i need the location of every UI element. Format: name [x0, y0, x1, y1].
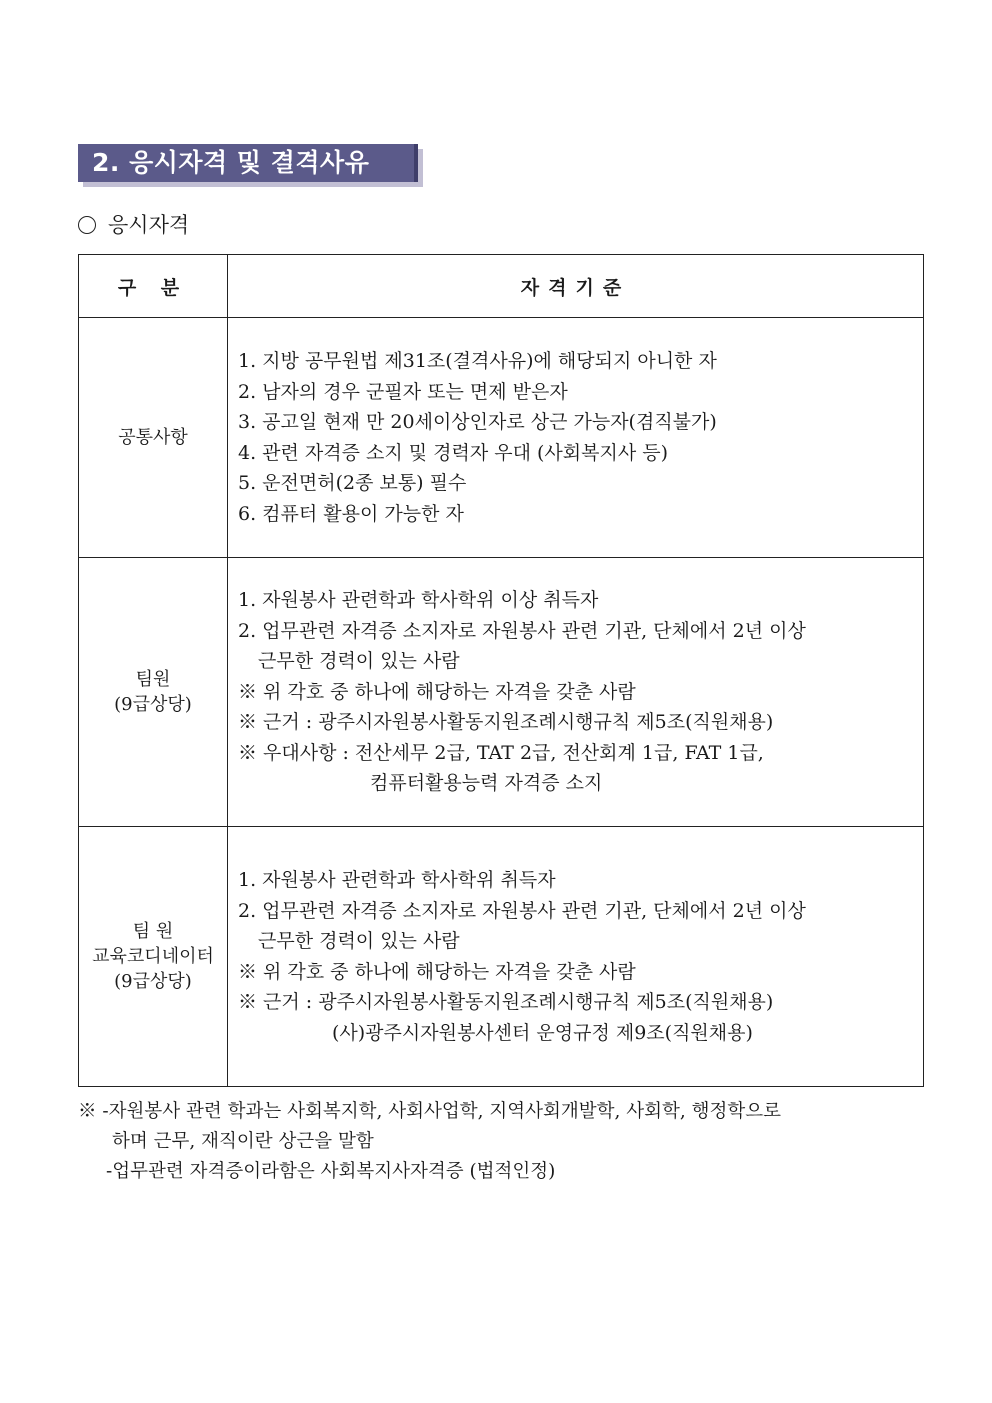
criteria-line: 2. 업무관련 자격증 소지자로 자원봉사 관련 기관, 단체에서 2년 이상 — [238, 619, 806, 642]
category-line: (9급상당) — [114, 971, 192, 992]
footnote-line: -업무관련 자격증이라함은 사회복지사자격증 (법적인정) — [106, 1161, 556, 1182]
row-category — [79, 318, 228, 558]
criteria-line: ※ 우대사항 : 전산세무 2급, TAT 2급, 전산회계 1급, FAT 1급, — [238, 741, 764, 764]
criteria-line: 근무한 경력이 있는 사람 — [258, 650, 460, 673]
row-category — [79, 558, 228, 827]
criteria-line: ※ 근거 : 광주시자원봉사활동지원조례시행규칙 제5조(직원채용) — [238, 991, 774, 1013]
criteria-line: (사)광주시자원봉사센터 운영규정 제9조(직원채용) — [332, 1021, 753, 1044]
category-line: (9급상당) — [114, 694, 192, 715]
criteria-line: ※ 위 각호 중 하나에 해당하는 자격을 갖춘 사람 — [238, 960, 636, 983]
criteria-line: 2. 남자의 경우 군필자 또는 면제 받은자 — [238, 380, 568, 403]
table-row — [79, 558, 924, 827]
criteria-line: 3. 공고일 현재 만 20세이상인자로 상근 가능자(겸직불가) — [238, 411, 717, 433]
sub-heading — [78, 210, 189, 240]
table-row — [79, 318, 924, 558]
criteria-line: 컴퓨터활용능력 자격증 소지 — [370, 772, 603, 795]
criteria-line: 1. 자원봉사 관련학과 학사학위 이상 취득자 — [238, 589, 599, 612]
criteria-line: ※ 근거 : 광주시자원봉사활동지원조례시행규칙 제5조(직원채용) — [238, 711, 774, 734]
category-line: 교육코디네이터 — [92, 946, 214, 967]
footnotes — [78, 1097, 781, 1187]
sub-heading-label: 응시자격 — [108, 213, 190, 237]
criteria-line: 1. 지방 공무원법 제31조(결격사유)에 해당되지 아니한 자 — [238, 350, 717, 372]
footnote-line: 하며 근무, 재직이란 상근을 말함 — [112, 1131, 374, 1152]
category-line: 팀 원 — [132, 921, 174, 942]
row-criteria — [228, 558, 924, 827]
criteria-line: 4. 관련 자격증 소지 및 경력자 우대 (사회복지사 등) — [238, 441, 668, 464]
criteria-line: ※ 위 각호 중 하나에 해당하는 자격을 갖춘 사람 — [238, 680, 636, 703]
criteria-line: 근무한 경력이 있는 사람 — [258, 930, 460, 952]
header-criteria: 자격기준 — [228, 255, 924, 318]
row-criteria — [228, 827, 924, 1087]
row-category — [79, 827, 228, 1087]
criteria-line: 1. 자원봉사 관련학과 학사학위 취득자 — [238, 869, 556, 891]
category-line: 공통사항 — [118, 427, 188, 448]
circle-bullet-icon — [78, 216, 96, 234]
criteria-line: 2. 업무관련 자격증 소지자로 자원봉사 관련 기관, 단체에서 2년 이상 — [238, 899, 806, 922]
header-category: 구 분 — [79, 255, 228, 318]
table-row — [79, 827, 924, 1087]
table-header-row — [79, 255, 924, 318]
row-criteria — [228, 318, 924, 558]
criteria-line: 5. 운전면허(2종 보통) 필수 — [238, 472, 467, 494]
footnote-line: ※ -자원봉사 관련 학과는 사회복지학, 사회사업학, 지역사회개발학, 사회학, 행정학으로 — [78, 1101, 781, 1122]
criteria-line: 6. 컴퓨터 활용이 가능한 자 — [238, 502, 464, 525]
category-line: 팀원 — [135, 669, 171, 690]
qualification-table — [78, 254, 924, 1087]
section-title: 2. 응시자격 및 결격사유 — [78, 144, 418, 182]
